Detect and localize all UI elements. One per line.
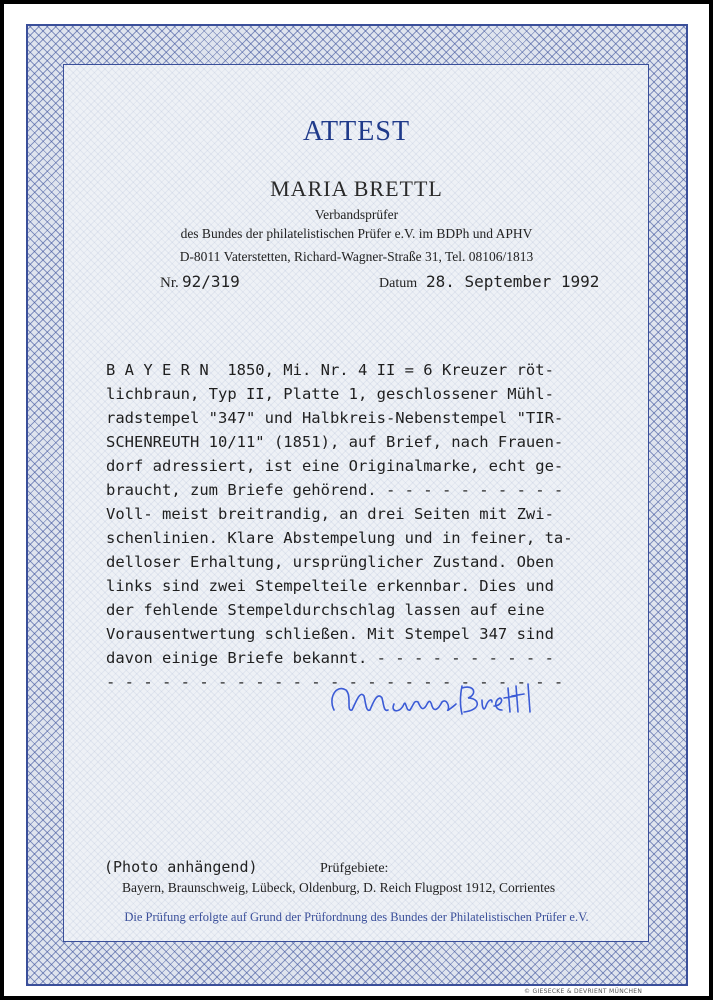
- body-line: lichbraun, Typ II, Platte 1, geschlossener Mühl-: [106, 385, 554, 403]
- certificate-title: ATTEST: [302, 116, 411, 147]
- pruefordnung-notice: Die Prüfung erfolgte auf Grund der Prüfordnung des Bundes der Philatelistischen Prüfer e.V.: [124, 910, 589, 924]
- body-line: radstempel "347" und Halbkreis-Nebenstempel "TIR-: [106, 409, 564, 427]
- body-line: SCHENREUTH 10/11" (1851), auf Brief, nach Frauen-: [106, 433, 564, 451]
- certificate-paper: [4, 4, 709, 996]
- body-line: braucht, zum Briefe gehörend. - - - - - - - - - -: [106, 481, 564, 499]
- body-line: der fehlende Stempeldurchschlag lassen auf eine: [106, 601, 545, 619]
- examiner-role: Verbandsprüfer: [314, 207, 399, 222]
- body-line: dorf adressiert, ist eine Originalmarke, echt ge-: [106, 457, 564, 475]
- pruefgebiete-label: Prüfgebiete:: [320, 861, 389, 876]
- body-line: B A Y E R N 1850, Mi. Nr. 4 II = 6 Kreuzer röt-: [106, 361, 554, 379]
- printer-imprint: © GIESECKE & DEVRIENT MÜNCHEN: [524, 988, 643, 995]
- nr-label: Nr.: [160, 275, 179, 291]
- body-line: Vorausentwertung schließen. Mit Stempel 347 sind: [106, 625, 554, 643]
- body-line: delloser Erhaltung, ursprünglicher Zustand. Oben: [106, 553, 554, 571]
- datum-label: Datum: [379, 276, 418, 291]
- certificate-date: 28. September 1992: [426, 272, 600, 291]
- body-line: - - - - - - - - - - - - - - - - - - - - - - - - -: [106, 673, 564, 691]
- body-line: links sind zwei Stempelteile erkennbar. Dies und: [106, 577, 554, 595]
- body-line: schenlinien. Klare Abstempelung und in feiner, ta-: [106, 529, 573, 547]
- pruefgebiete-list: Bayern, Braunschweig, Lübeck, Oldenburg, D. Reich Flugpost 1912, Corrientes: [122, 880, 556, 895]
- handwritten-signature: [322, 676, 542, 724]
- examiner-name: MARIA BRETTL: [270, 176, 443, 201]
- examiner-association: des Bundes der philatelistischen Prüfer e.V. im BDPh und APHV: [180, 226, 533, 241]
- photo-note: (Photo anhängend): [104, 858, 258, 876]
- body-line: Voll- meist breitrandig, an drei Seiten mit Zwi-: [106, 505, 554, 523]
- examiner-address: D-8011 Vaterstetten, Richard-Wagner-Straße 31, Tel. 08106/1813: [179, 249, 534, 264]
- body-line: davon einige Briefe bekannt. - - - - - - - - - -: [106, 649, 554, 667]
- certificate-number: 92/319: [182, 272, 240, 291]
